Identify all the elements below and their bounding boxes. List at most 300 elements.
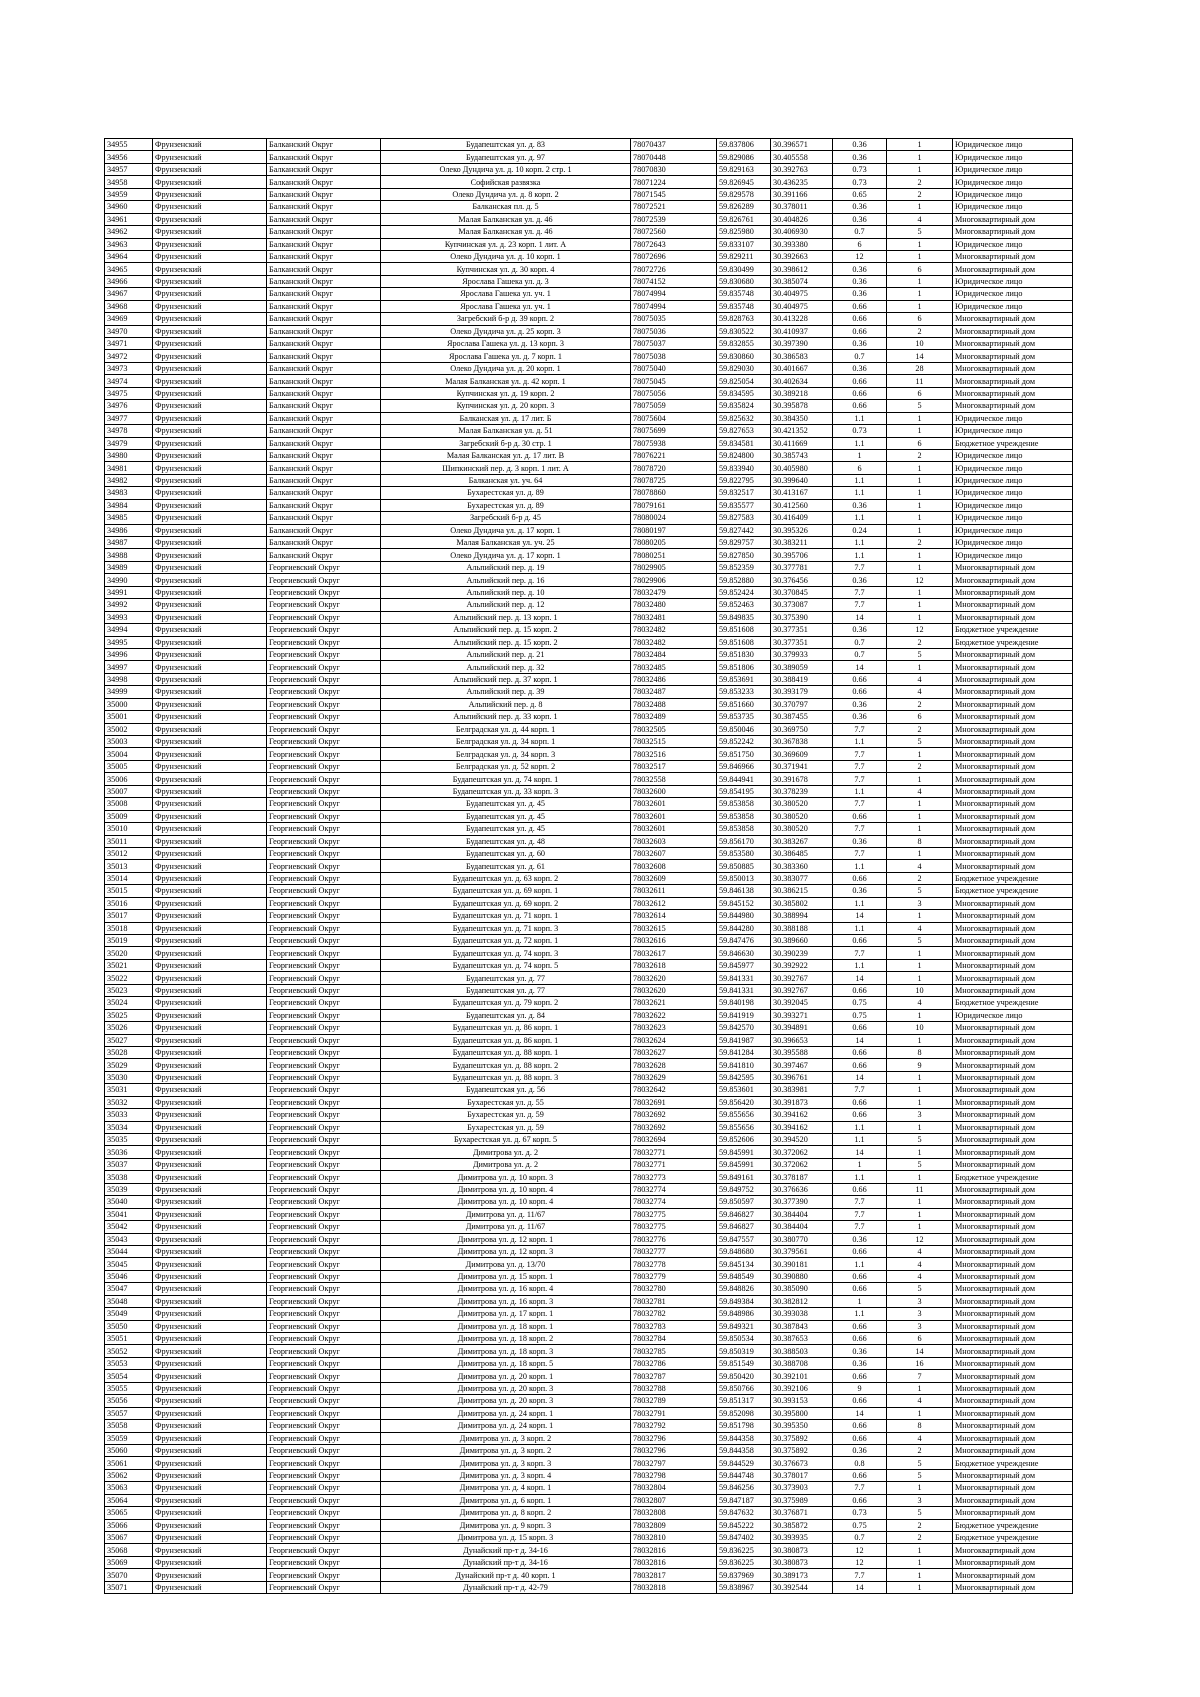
count-cell: 4 bbox=[887, 785, 953, 797]
value-cell: 7.7 bbox=[833, 586, 887, 598]
address-cell: Будапештская ул. д. 84 bbox=[381, 1009, 631, 1021]
municipality-cell: Георгиевский Округ bbox=[267, 1432, 381, 1444]
address-cell: Олеко Дундича ул. д. 20 корп. 1 bbox=[381, 362, 631, 374]
latitude-cell: 59.848826 bbox=[717, 1283, 771, 1295]
address-cell: Димитрова ул. д. 12 корп. 3 bbox=[381, 1245, 631, 1257]
id-cell: 35014 bbox=[105, 872, 153, 884]
code-cell: 78032615 bbox=[631, 922, 717, 934]
district-cell: Фрунзенский bbox=[153, 1370, 267, 1382]
municipality-cell: Георгиевский Округ bbox=[267, 1532, 381, 1544]
count-cell: 5 bbox=[887, 736, 953, 748]
district-cell: Фрунзенский bbox=[153, 910, 267, 922]
code-cell: 78076221 bbox=[631, 449, 717, 461]
code-cell: 78032601 bbox=[631, 823, 717, 835]
municipality-cell: Георгиевский Округ bbox=[267, 636, 381, 648]
latitude-cell: 59.841987 bbox=[717, 1034, 771, 1046]
longitude-cell: 30.387843 bbox=[771, 1320, 833, 1332]
id-cell: 35021 bbox=[105, 959, 153, 971]
municipality-cell: Георгиевский Округ bbox=[267, 1096, 381, 1108]
id-cell: 34966 bbox=[105, 275, 153, 287]
value-cell: 7.7 bbox=[833, 723, 887, 735]
id-cell: 35064 bbox=[105, 1494, 153, 1506]
longitude-cell: 30.411669 bbox=[771, 437, 833, 449]
municipality-cell: Балканский Округ bbox=[267, 400, 381, 412]
district-cell: Фрунзенский bbox=[153, 375, 267, 387]
type-cell: Многоквартирный дом bbox=[953, 325, 1073, 337]
district-cell: Фрунзенский bbox=[153, 338, 267, 350]
value-cell: 6 bbox=[833, 462, 887, 474]
longitude-cell: 30.385802 bbox=[771, 897, 833, 909]
district-cell: Фрунзенский bbox=[153, 847, 267, 859]
district-cell: Фрунзенский bbox=[153, 959, 267, 971]
longitude-cell: 30.393038 bbox=[771, 1308, 833, 1320]
municipality-cell: Георгиевский Округ bbox=[267, 686, 381, 698]
longitude-cell: 30.378011 bbox=[771, 201, 833, 213]
code-cell: 78032612 bbox=[631, 897, 717, 909]
type-cell: Многоквартирный дом bbox=[953, 1245, 1073, 1257]
code-cell: 78032621 bbox=[631, 997, 717, 1009]
address-cell: Димитрова ул. д. 16 корп. 3 bbox=[381, 1295, 631, 1307]
count-cell: 5 bbox=[887, 226, 953, 238]
value-cell: 7.7 bbox=[833, 1569, 887, 1581]
count-cell: 1 bbox=[887, 823, 953, 835]
longitude-cell: 30.375390 bbox=[771, 611, 833, 623]
code-cell: 78032775 bbox=[631, 1221, 717, 1233]
id-cell: 35017 bbox=[105, 910, 153, 922]
value-cell: 14 bbox=[833, 1146, 887, 1158]
count-cell: 1 bbox=[887, 748, 953, 760]
type-cell: Многоквартирный дом bbox=[953, 387, 1073, 399]
code-cell: 78080251 bbox=[631, 549, 717, 561]
code-cell: 78032558 bbox=[631, 773, 717, 785]
id-cell: 35042 bbox=[105, 1221, 153, 1233]
district-cell: Фрунзенский bbox=[153, 785, 267, 797]
municipality-cell: Георгиевский Округ bbox=[267, 910, 381, 922]
address-cell: Будапештская ул. д. 56 bbox=[381, 1084, 631, 1096]
id-cell: 35009 bbox=[105, 810, 153, 822]
id-cell: 34996 bbox=[105, 648, 153, 660]
id-cell: 35061 bbox=[105, 1457, 153, 1469]
value-cell: 0.66 bbox=[833, 1432, 887, 1444]
municipality-cell: Георгиевский Округ bbox=[267, 997, 381, 1009]
type-cell: Многоквартирный дом bbox=[953, 1407, 1073, 1419]
municipality-cell: Балканский Округ bbox=[267, 487, 381, 499]
value-cell: 1.1 bbox=[833, 474, 887, 486]
table-row bbox=[105, 313, 1073, 325]
id-cell: 34993 bbox=[105, 611, 153, 623]
longitude-cell: 30.385743 bbox=[771, 449, 833, 461]
count-cell: 1 bbox=[887, 847, 953, 859]
longitude-cell: 30.393271 bbox=[771, 1009, 833, 1021]
latitude-cell: 59.848549 bbox=[717, 1270, 771, 1282]
value-cell: 0.36 bbox=[833, 499, 887, 511]
count-cell: 4 bbox=[887, 213, 953, 225]
id-cell: 34998 bbox=[105, 673, 153, 685]
count-cell: 1 bbox=[887, 561, 953, 573]
code-cell: 78070437 bbox=[631, 139, 717, 151]
value-cell: 1.1 bbox=[833, 549, 887, 561]
address-cell: Бухарестская ул. д. 89 bbox=[381, 499, 631, 511]
longitude-cell: 30.376456 bbox=[771, 574, 833, 586]
count-cell: 2 bbox=[887, 698, 953, 710]
longitude-cell: 30.378017 bbox=[771, 1469, 833, 1481]
id-cell: 35025 bbox=[105, 1009, 153, 1021]
id-cell: 34965 bbox=[105, 263, 153, 275]
code-cell: 78032486 bbox=[631, 673, 717, 685]
id-cell: 35033 bbox=[105, 1109, 153, 1121]
count-cell: 12 bbox=[887, 1233, 953, 1245]
municipality-cell: Георгиевский Округ bbox=[267, 860, 381, 872]
longitude-cell: 30.372062 bbox=[771, 1146, 833, 1158]
address-cell: Димитрова ул. д. 20 корп. 3 bbox=[381, 1395, 631, 1407]
municipality-cell: Георгиевский Округ bbox=[267, 1146, 381, 1158]
table-row bbox=[105, 1270, 1073, 1282]
type-cell: Многоквартирный дом bbox=[953, 1258, 1073, 1270]
address-cell: Димитрова ул. д. 6 корп. 1 bbox=[381, 1494, 631, 1506]
district-cell: Фрунзенский bbox=[153, 1233, 267, 1245]
count-cell: 6 bbox=[887, 711, 953, 723]
table-row bbox=[105, 250, 1073, 262]
municipality-cell: Георгиевский Округ bbox=[267, 885, 381, 897]
code-cell: 78032779 bbox=[631, 1270, 717, 1282]
type-cell: Многоквартирный дом bbox=[953, 1121, 1073, 1133]
municipality-cell: Георгиевский Округ bbox=[267, 922, 381, 934]
longitude-cell: 30.412560 bbox=[771, 499, 833, 511]
district-cell: Фрунзенский bbox=[153, 935, 267, 947]
table-row bbox=[105, 300, 1073, 312]
count-cell: 1 bbox=[887, 412, 953, 424]
district-cell: Фрунзенский bbox=[153, 487, 267, 499]
longitude-cell: 30.388188 bbox=[771, 922, 833, 934]
address-cell: Ярослава Гашека ул. д. 7 корп. 1 bbox=[381, 350, 631, 362]
code-cell: 78075045 bbox=[631, 375, 717, 387]
code-cell: 78032791 bbox=[631, 1407, 717, 1419]
municipality-cell: Георгиевский Округ bbox=[267, 972, 381, 984]
value-cell: 0.66 bbox=[833, 1096, 887, 1108]
count-cell: 2 bbox=[887, 176, 953, 188]
table-row bbox=[105, 1345, 1073, 1357]
code-cell: 78032608 bbox=[631, 860, 717, 872]
count-cell: 6 bbox=[887, 313, 953, 325]
type-cell: Многоквартирный дом bbox=[953, 1432, 1073, 1444]
type-cell: Многоквартирный дом bbox=[953, 972, 1073, 984]
latitude-cell: 59.845222 bbox=[717, 1519, 771, 1531]
municipality-cell: Балканский Округ bbox=[267, 188, 381, 200]
latitude-cell: 59.850319 bbox=[717, 1345, 771, 1357]
table-row bbox=[105, 1146, 1073, 1158]
district-cell: Фрунзенский bbox=[153, 611, 267, 623]
longitude-cell: 30.375989 bbox=[771, 1494, 833, 1506]
code-cell: 78032818 bbox=[631, 1581, 717, 1593]
value-cell: 1.1 bbox=[833, 1134, 887, 1146]
count-cell: 1 bbox=[887, 462, 953, 474]
latitude-cell: 59.841331 bbox=[717, 984, 771, 996]
table-row bbox=[105, 1308, 1073, 1320]
code-cell: 78032808 bbox=[631, 1507, 717, 1519]
type-cell: Юридическое лицо bbox=[953, 275, 1073, 287]
count-cell: 1 bbox=[887, 425, 953, 437]
address-cell: Димитрова ул. д. 3 корп. 2 bbox=[381, 1444, 631, 1456]
count-cell: 4 bbox=[887, 1270, 953, 1282]
type-cell: Бюджетное учреждение bbox=[953, 437, 1073, 449]
count-cell: 1 bbox=[887, 773, 953, 785]
id-cell: 35030 bbox=[105, 1071, 153, 1083]
value-cell: 14 bbox=[833, 1407, 887, 1419]
type-cell: Многоквартирный дом bbox=[953, 1469, 1073, 1481]
latitude-cell: 59.828763 bbox=[717, 313, 771, 325]
type-cell: Юридическое лицо bbox=[953, 238, 1073, 250]
table-row bbox=[105, 1519, 1073, 1531]
district-cell: Фрунзенский bbox=[153, 201, 267, 213]
longitude-cell: 30.388994 bbox=[771, 910, 833, 922]
municipality-cell: Георгиевский Округ bbox=[267, 872, 381, 884]
address-cell: Белградская ул. д. 34 корп. 3 bbox=[381, 748, 631, 760]
type-cell: Бюджетное учреждение bbox=[953, 1519, 1073, 1531]
code-cell: 78032691 bbox=[631, 1096, 717, 1108]
latitude-cell: 59.829086 bbox=[717, 151, 771, 163]
value-cell: 0.66 bbox=[833, 810, 887, 822]
latitude-cell: 59.854195 bbox=[717, 785, 771, 797]
latitude-cell: 59.849321 bbox=[717, 1320, 771, 1332]
longitude-cell: 30.393935 bbox=[771, 1532, 833, 1544]
municipality-cell: Георгиевский Округ bbox=[267, 586, 381, 598]
count-cell: 3 bbox=[887, 1320, 953, 1332]
municipality-cell: Георгиевский Округ bbox=[267, 1034, 381, 1046]
id-cell: 35066 bbox=[105, 1519, 153, 1531]
code-cell: 78032816 bbox=[631, 1544, 717, 1556]
address-cell: Малая Балканская ул. д. 17 лит. В bbox=[381, 449, 631, 461]
id-cell: 35050 bbox=[105, 1320, 153, 1332]
type-cell: Многоквартирный дом bbox=[953, 1370, 1073, 1382]
municipality-cell: Георгиевский Округ bbox=[267, 959, 381, 971]
municipality-cell: Георгиевский Округ bbox=[267, 1519, 381, 1531]
count-cell: 1 bbox=[887, 1034, 953, 1046]
count-cell: 1 bbox=[887, 586, 953, 598]
code-cell: 78032771 bbox=[631, 1146, 717, 1158]
type-cell: Юридическое лицо bbox=[953, 487, 1073, 499]
latitude-cell: 59.853580 bbox=[717, 847, 771, 859]
value-cell: 0.36 bbox=[833, 151, 887, 163]
longitude-cell: 30.404826 bbox=[771, 213, 833, 225]
longitude-cell: 30.386485 bbox=[771, 847, 833, 859]
value-cell: 0.36 bbox=[833, 1233, 887, 1245]
longitude-cell: 30.388419 bbox=[771, 673, 833, 685]
id-cell: 34960 bbox=[105, 201, 153, 213]
count-cell: 1 bbox=[887, 549, 953, 561]
code-cell: 78032482 bbox=[631, 624, 717, 636]
district-cell: Фрунзенский bbox=[153, 263, 267, 275]
count-cell: 1 bbox=[887, 1581, 953, 1593]
table-row bbox=[105, 1420, 1073, 1432]
district-cell: Фрунзенский bbox=[153, 1432, 267, 1444]
longitude-cell: 30.394520 bbox=[771, 1134, 833, 1146]
address-cell: Малая Балканская ул. д. 46 bbox=[381, 213, 631, 225]
value-cell: 14 bbox=[833, 972, 887, 984]
count-cell: 6 bbox=[887, 263, 953, 275]
count-cell: 11 bbox=[887, 375, 953, 387]
count-cell: 1 bbox=[887, 512, 953, 524]
type-cell: Многоквартирный дом bbox=[953, 1569, 1073, 1581]
type-cell: Многоквартирный дом bbox=[953, 648, 1073, 660]
count-cell: 6 bbox=[887, 1333, 953, 1345]
table-row bbox=[105, 387, 1073, 399]
value-cell: 1 bbox=[833, 1158, 887, 1170]
count-cell: 4 bbox=[887, 673, 953, 685]
district-cell: Фрунзенский bbox=[153, 362, 267, 374]
id-cell: 34995 bbox=[105, 636, 153, 648]
district-cell: Фрунзенский bbox=[153, 449, 267, 461]
address-cell: Будапештская ул. д. 86 корп. 1 bbox=[381, 1022, 631, 1034]
latitude-cell: 59.826945 bbox=[717, 176, 771, 188]
table-row bbox=[105, 885, 1073, 897]
latitude-cell: 59.856420 bbox=[717, 1096, 771, 1108]
id-cell: 34981 bbox=[105, 462, 153, 474]
code-cell: 78032797 bbox=[631, 1457, 717, 1469]
longitude-cell: 30.384350 bbox=[771, 412, 833, 424]
latitude-cell: 59.835748 bbox=[717, 288, 771, 300]
id-cell: 35056 bbox=[105, 1395, 153, 1407]
type-cell: Многоквартирный дом bbox=[953, 375, 1073, 387]
count-cell: 1 bbox=[887, 1221, 953, 1233]
table-row bbox=[105, 860, 1073, 872]
table-row bbox=[105, 1444, 1073, 1456]
municipality-cell: Георгиевский Округ bbox=[267, 698, 381, 710]
address-cell: Димитрова ул. д. 11/67 bbox=[381, 1221, 631, 1233]
table-row bbox=[105, 350, 1073, 362]
count-cell: 11 bbox=[887, 1183, 953, 1195]
id-cell: 35010 bbox=[105, 823, 153, 835]
table-row bbox=[105, 736, 1073, 748]
longitude-cell: 30.404975 bbox=[771, 300, 833, 312]
type-cell: Многоквартирный дом bbox=[953, 574, 1073, 586]
code-cell: 78032489 bbox=[631, 711, 717, 723]
latitude-cell: 59.841331 bbox=[717, 972, 771, 984]
address-cell: Димитрова ул. д. 18 корп. 3 bbox=[381, 1345, 631, 1357]
municipality-cell: Георгиевский Округ bbox=[267, 1544, 381, 1556]
address-cell: Димитрова ул. д. 4 корп. 1 bbox=[381, 1482, 631, 1494]
type-cell: Многоквартирный дом bbox=[953, 1382, 1073, 1394]
type-cell: Юридическое лицо bbox=[953, 412, 1073, 424]
latitude-cell: 59.826761 bbox=[717, 213, 771, 225]
district-cell: Фрунзенский bbox=[153, 1046, 267, 1058]
district-cell: Фрунзенский bbox=[153, 1196, 267, 1208]
address-cell: Бухарестская ул. д. 59 bbox=[381, 1121, 631, 1133]
address-cell: Будапештская ул. д. 86 корп. 1 bbox=[381, 1034, 631, 1046]
district-cell: Фрунзенский bbox=[153, 599, 267, 611]
count-cell: 1 bbox=[887, 972, 953, 984]
table-row bbox=[105, 1432, 1073, 1444]
table-row bbox=[105, 1395, 1073, 1407]
district-cell: Фрунзенский bbox=[153, 823, 267, 835]
code-cell: 78072643 bbox=[631, 238, 717, 250]
district-cell: Фрунзенский bbox=[153, 1171, 267, 1183]
id-cell: 34955 bbox=[105, 139, 153, 151]
district-cell: Фрунзенский bbox=[153, 1395, 267, 1407]
municipality-cell: Балканский Округ bbox=[267, 151, 381, 163]
code-cell: 78032601 bbox=[631, 798, 717, 810]
district-cell: Фрунзенский bbox=[153, 139, 267, 151]
address-cell: Купчинская ул. д. 19 корп. 2 bbox=[381, 387, 631, 399]
value-cell: 0.66 bbox=[833, 1046, 887, 1058]
latitude-cell: 59.834595 bbox=[717, 387, 771, 399]
table-row bbox=[105, 151, 1073, 163]
longitude-cell: 30.395326 bbox=[771, 524, 833, 536]
code-cell: 78032796 bbox=[631, 1432, 717, 1444]
longitude-cell: 30.376673 bbox=[771, 1457, 833, 1469]
value-cell: 0.65 bbox=[833, 188, 887, 200]
latitude-cell: 59.844358 bbox=[717, 1432, 771, 1444]
id-cell: 34971 bbox=[105, 338, 153, 350]
table-row bbox=[105, 537, 1073, 549]
id-cell: 35070 bbox=[105, 1569, 153, 1581]
table-row bbox=[105, 1196, 1073, 1208]
longitude-cell: 30.380770 bbox=[771, 1233, 833, 1245]
id-cell: 34976 bbox=[105, 400, 153, 412]
longitude-cell: 30.391678 bbox=[771, 773, 833, 785]
table-body bbox=[105, 139, 1073, 1594]
table-row bbox=[105, 487, 1073, 499]
municipality-cell: Георгиевский Округ bbox=[267, 1208, 381, 1220]
value-cell: 0.66 bbox=[833, 1283, 887, 1295]
id-cell: 35035 bbox=[105, 1134, 153, 1146]
id-cell: 34978 bbox=[105, 425, 153, 437]
code-cell: 78032622 bbox=[631, 1009, 717, 1021]
value-cell: 7.7 bbox=[833, 748, 887, 760]
type-cell: Многоквартирный дом bbox=[953, 1308, 1073, 1320]
code-cell: 78032488 bbox=[631, 698, 717, 710]
district-cell: Фрунзенский bbox=[153, 636, 267, 648]
code-cell: 78032810 bbox=[631, 1532, 717, 1544]
table-row bbox=[105, 947, 1073, 959]
id-cell: 35013 bbox=[105, 860, 153, 872]
code-cell: 78032782 bbox=[631, 1308, 717, 1320]
address-table bbox=[104, 138, 1073, 1594]
municipality-cell: Георгиевский Округ bbox=[267, 1569, 381, 1581]
latitude-cell: 59.830522 bbox=[717, 325, 771, 337]
longitude-cell: 30.367838 bbox=[771, 736, 833, 748]
type-cell: Многоквартирный дом bbox=[953, 1295, 1073, 1307]
latitude-cell: 59.845991 bbox=[717, 1146, 771, 1158]
latitude-cell: 59.847557 bbox=[717, 1233, 771, 1245]
code-cell: 78032776 bbox=[631, 1233, 717, 1245]
code-cell: 78032482 bbox=[631, 636, 717, 648]
table-row bbox=[105, 524, 1073, 536]
value-cell: 7.7 bbox=[833, 798, 887, 810]
count-cell: 8 bbox=[887, 835, 953, 847]
district-cell: Фрунзенский bbox=[153, 586, 267, 598]
table-row bbox=[105, 1208, 1073, 1220]
value-cell: 1.1 bbox=[833, 1308, 887, 1320]
table-row bbox=[105, 362, 1073, 374]
address-cell: Димитрова ул. д. 20 корп. 3 bbox=[381, 1382, 631, 1394]
longitude-cell: 30.391873 bbox=[771, 1096, 833, 1108]
address-cell: Будапештская ул. д. 72 корп. 1 bbox=[381, 935, 631, 947]
longitude-cell: 30.390239 bbox=[771, 947, 833, 959]
type-cell: Многоквартирный дом bbox=[953, 748, 1073, 760]
id-cell: 34967 bbox=[105, 288, 153, 300]
latitude-cell: 59.850766 bbox=[717, 1382, 771, 1394]
type-cell: Бюджетное учреждение bbox=[953, 636, 1073, 648]
address-cell: Димитрова ул. д. 16 корп. 4 bbox=[381, 1283, 631, 1295]
type-cell: Многоквартирный дом bbox=[953, 1444, 1073, 1456]
table-row bbox=[105, 1382, 1073, 1394]
count-cell: 1 bbox=[887, 1121, 953, 1133]
municipality-cell: Георгиевский Округ bbox=[267, 847, 381, 859]
district-cell: Фрунзенский bbox=[153, 897, 267, 909]
district-cell: Фрунзенский bbox=[153, 474, 267, 486]
address-cell: Будапештская ул. д. 61 bbox=[381, 860, 631, 872]
latitude-cell: 59.853858 bbox=[717, 810, 771, 822]
